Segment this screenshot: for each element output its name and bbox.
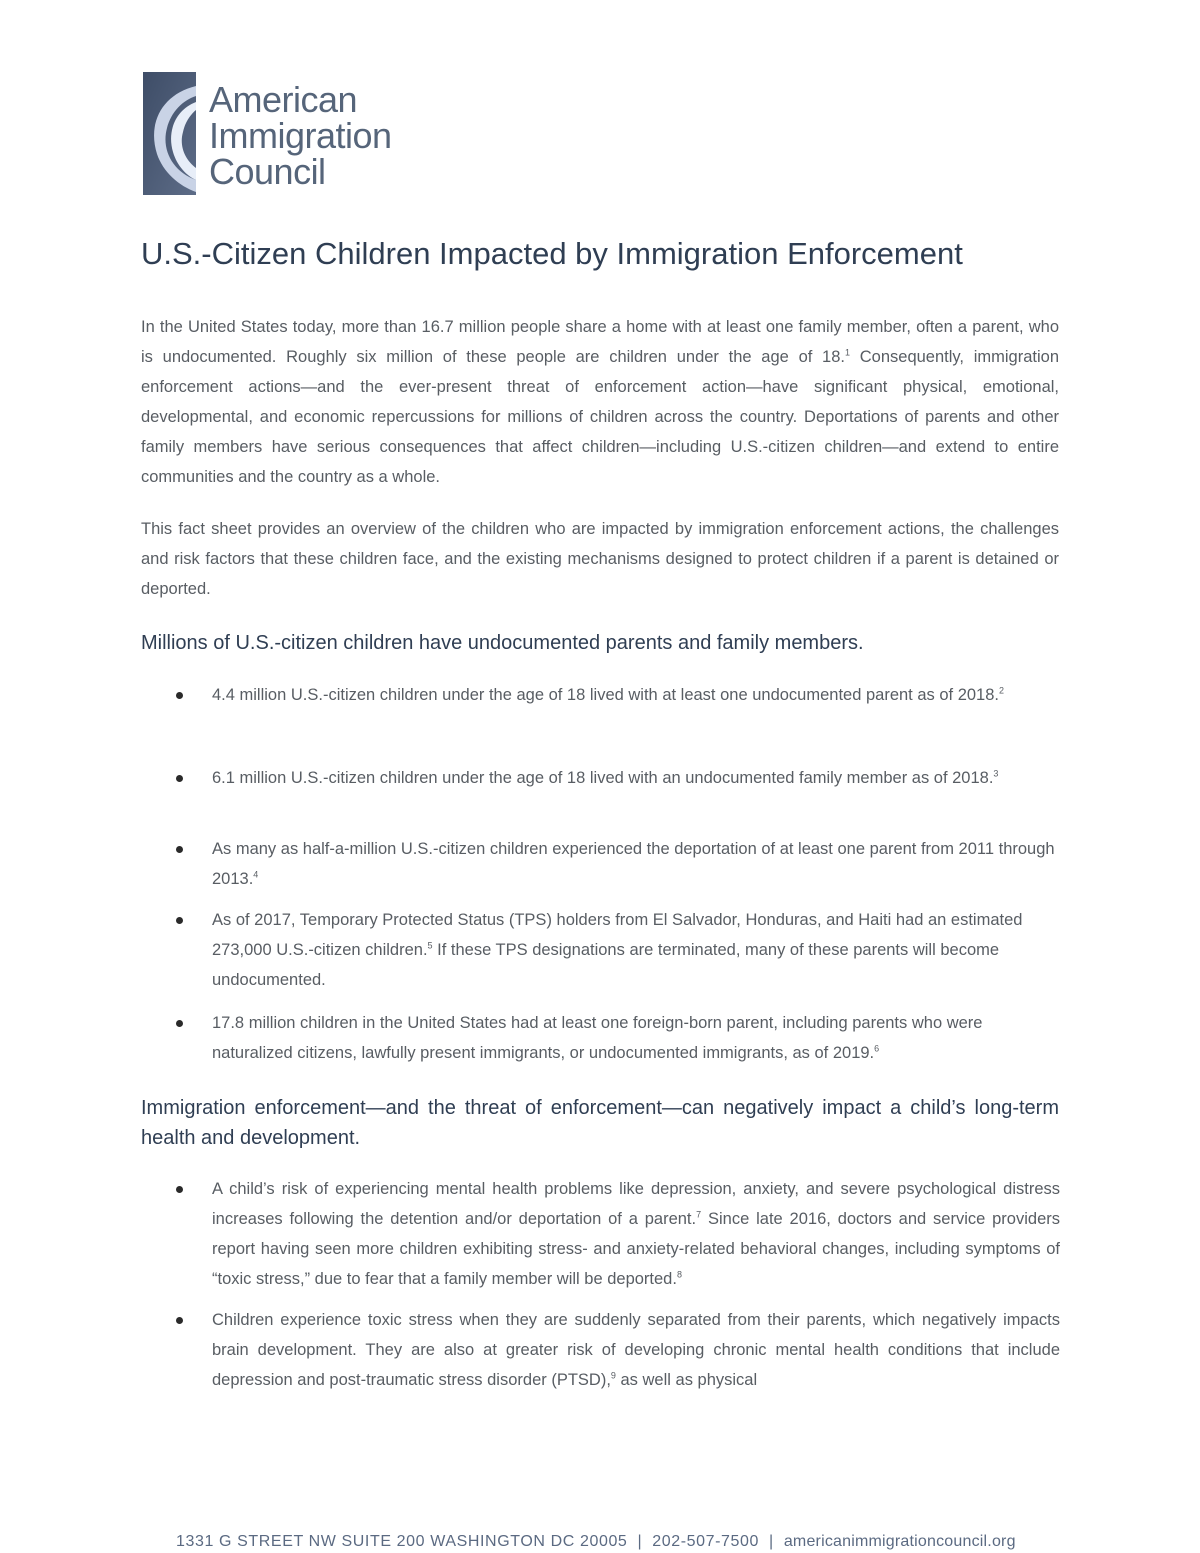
bullet-text-rest: Since late 2016, doctors and service providers report having seen more children exhibiting stress- and anxiety-related behavioral changes, including symptoms of “toxic stress,” due to fear that a family member will be deported. bbox=[212, 1210, 1060, 1288]
footnote-ref: 2 bbox=[998, 685, 1004, 696]
list-item bbox=[176, 834, 1060, 894]
footnote-ref: 3 bbox=[993, 768, 999, 779]
footnote-ref: 8 bbox=[676, 1269, 682, 1280]
bullet-icon bbox=[176, 775, 183, 782]
page-title: U.S.-Citizen Children Impacted by Immigration Enforcement bbox=[141, 236, 963, 271]
logo-wordmark bbox=[209, 79, 392, 192]
footnote-ref: 4 bbox=[253, 869, 259, 880]
footer-address: 1331 G STREET NW SUITE 200 WASHINGTON DC 20005 bbox=[176, 1533, 628, 1550]
list-item bbox=[176, 905, 1060, 995]
bullet-text-rest: as well as physical bbox=[615, 1371, 758, 1389]
intro-paragraph-2: This fact sheet provides an overview of the children who are impacted by immigration enforcement actions, the challenges and risk factors that these children face, and the existing mechanisms designed to protect children if a parent is detained or deported. bbox=[141, 520, 1059, 598]
logo-line-1: American bbox=[209, 79, 358, 120]
bullet-text: As many as half-a-million U.S.-citizen children experienced the deportation of at least one parent from 2011 through 2013. bbox=[212, 840, 1055, 888]
organization-logo bbox=[143, 72, 403, 197]
logo-line-3: Council bbox=[209, 151, 326, 192]
intro-paragraph-1 bbox=[141, 312, 1059, 492]
logo-line-2: Immigration bbox=[209, 115, 392, 156]
footnote-ref: 1 bbox=[845, 347, 851, 358]
list-item bbox=[176, 1305, 1060, 1395]
bullet-text: 17.8 million children in the United States had at least one foreign-born parent, including parents who were naturalized citizens, lawfully present immigrants, or undocumented immigrants, as of 2019. bbox=[212, 1014, 983, 1062]
bullet-icon bbox=[176, 846, 183, 853]
bullet-text: A child’s risk of experiencing mental health problems like depression, anxiety, and severe psychological distress increases following the detention and/or deportation of a parent. bbox=[212, 1180, 1060, 1228]
bullet-icon bbox=[176, 917, 183, 924]
bullet-text: As of 2017, Temporary Protected Status (TPS) holders from El Salvador, Honduras, and Haiti had an estimated 273,000 U.S.-citizen children. bbox=[212, 911, 1023, 959]
bullet-text: 6.1 million U.S.-citizen children under the age of 18 lived with an undocumented family member as of 2018. bbox=[212, 769, 994, 787]
footnote-ref: 6 bbox=[874, 1043, 880, 1054]
intro-text-1: In the United States today, more than 16.7 million people share a home with at least one family member, often a parent, who is undocumented. Roughly six million of these people are children under the age of 18. bbox=[141, 318, 1059, 366]
bullet-icon bbox=[176, 1020, 183, 1027]
footer-separator: | bbox=[769, 1533, 774, 1550]
footnote-ref: 7 bbox=[696, 1209, 702, 1220]
footnote-ref: 9 bbox=[610, 1370, 616, 1381]
list-item bbox=[176, 1008, 1060, 1068]
section-2-heading: Immigration enforcement—and the threat of enforcement—can negatively impact a child’s long-term health and development. bbox=[141, 1097, 1059, 1149]
bullet-text-rest: If these TPS designations are terminated, many of these parents will become undocumented. bbox=[212, 941, 1000, 989]
logo-mark-icon bbox=[143, 72, 196, 195]
footnote-ref: 5 bbox=[427, 940, 433, 951]
list-item bbox=[176, 680, 1060, 710]
page-footer bbox=[176, 1533, 1070, 1551]
footer-separator: | bbox=[637, 1533, 643, 1550]
footer-phone: 202-507-7500 bbox=[652, 1533, 760, 1550]
bullet-icon bbox=[176, 692, 183, 699]
bullet-text: 4.4 million U.S.-citizen children under the age of 18 lived with at least one undocumented parent as of 2018. bbox=[212, 686, 999, 704]
intro-text-1-rest: Consequently, immigration enforcement actions—and the ever-present threat of enforcement action—have significant physical, emotional, developmental, and economic repercussions for millions of children across the country. Deportations of parents and other family members have serious consequences that affect children—including U.S.-citizen children—and extend to entire communities and the country as a whole. bbox=[141, 348, 1060, 486]
section-1-heading: Millions of U.S.-citizen children have undocumented parents and family members. bbox=[141, 632, 864, 654]
list-item bbox=[176, 1174, 1060, 1294]
list-item bbox=[176, 763, 1060, 793]
bullet-icon bbox=[176, 1317, 183, 1324]
bullet-icon bbox=[176, 1186, 183, 1193]
footer-website-link[interactable]: americanimmigrationcouncil.org bbox=[783, 1533, 1016, 1550]
bullet-text: Children experience toxic stress when they are suddenly separated from their parents, which negatively impacts brain development. They are also at greater risk of developing chronic mental health conditions that include depression and post-traumatic stress disorder (PTSD), bbox=[212, 1311, 1060, 1389]
